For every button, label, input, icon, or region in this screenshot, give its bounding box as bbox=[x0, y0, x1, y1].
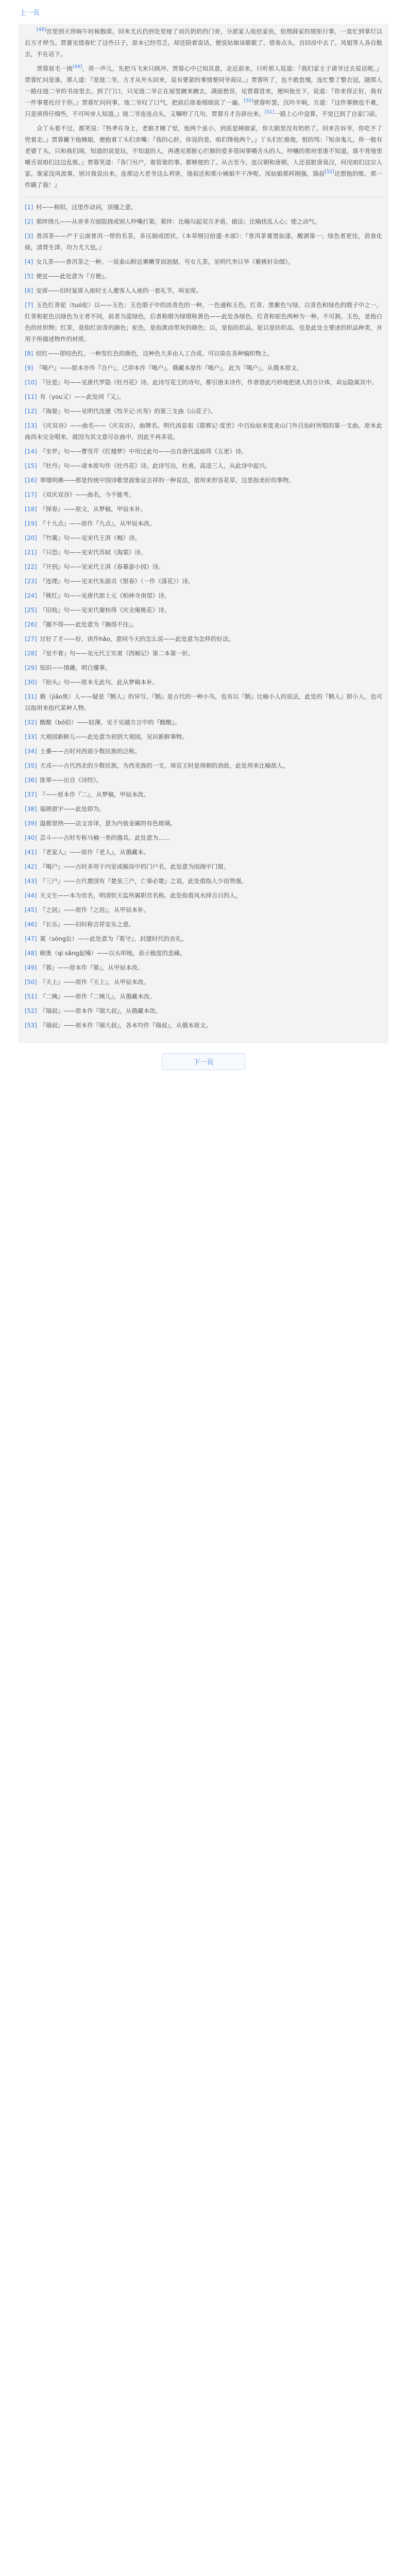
footnote-item bbox=[25, 662, 382, 673]
footnote-text: 『十九点』——原作『九点』，从甲辰本改。 bbox=[40, 520, 156, 527]
footnote-text: 『三户』——古代楚国有『楚虽三户，亡秦必楚』之说，此处借指人少而势强。 bbox=[40, 877, 247, 885]
footnote-item bbox=[25, 474, 382, 486]
footnote-number-link[interactable]: [35] bbox=[25, 762, 37, 769]
footnote-item bbox=[25, 619, 382, 630]
footnote-number-link[interactable]: [46] bbox=[25, 921, 37, 928]
footnote-item bbox=[25, 547, 382, 558]
footnote-number-link[interactable]: [42] bbox=[25, 863, 37, 870]
footnote-item bbox=[25, 420, 382, 443]
footnote-number-link[interactable]: [32] bbox=[25, 719, 37, 726]
footnote-item bbox=[25, 904, 382, 916]
footnote-number-link[interactable]: [34] bbox=[25, 748, 37, 755]
footnote-item bbox=[25, 532, 382, 544]
footnote-text: 鹤（jiāo焦）人——疑是『鹪人』的异写。『鹪』是古代的一种小鸟，也有以『鹪』比喻小人的说法，此处的『鹪人』即小人，也可以指用来指代某种人物。 bbox=[25, 693, 382, 711]
footnote-item bbox=[25, 731, 382, 742]
footnote-number-link[interactable]: [2] bbox=[25, 218, 33, 225]
footnote-number-link[interactable]: [31] bbox=[25, 693, 37, 700]
footnote-item bbox=[25, 391, 382, 402]
footnote-number-link[interactable]: [50] bbox=[25, 978, 37, 986]
footnote-text: 『海晏』句——见明代沈德《牧羊记·庆寿》的第三支曲《山花子》。 bbox=[40, 408, 217, 415]
footnote-text: 『抬头』句——原本无此句，此从梦稿本补。 bbox=[40, 679, 159, 686]
footnote-text: 讨好了才——好，读作hǎo，意同今天的怎么说——此处意为怎样的好法。 bbox=[40, 635, 235, 642]
footnote-item bbox=[25, 201, 382, 213]
footnote-text: 芸斗——古时专称马桶一类的器具。此处意为…… bbox=[40, 834, 171, 841]
body-paragraph bbox=[25, 123, 382, 191]
footnote-item bbox=[25, 1005, 382, 1016]
footnote-ref-link[interactable]: [50] bbox=[244, 98, 253, 104]
footnote-item bbox=[25, 575, 382, 587]
footnote-number-link[interactable]: [20] bbox=[25, 534, 37, 541]
footnote-number-link[interactable]: [39] bbox=[25, 820, 37, 827]
footnote-item bbox=[25, 270, 382, 282]
footnote-ref-link[interactable]: [48] bbox=[37, 27, 46, 33]
footnote-number-link[interactable]: [10] bbox=[25, 379, 37, 386]
footnote-number-link[interactable]: [45] bbox=[25, 906, 37, 913]
paragraph-text: 还想他的账。那一件瞒了我！』 bbox=[25, 170, 383, 189]
footnote-text: 『天上』——原作『天上』，从甲辰本改。 bbox=[40, 978, 150, 986]
footnote-ref-link[interactable]: [51] bbox=[264, 110, 275, 115]
footnote-text: 《双庆双谷》——曲名，今不能考。 bbox=[40, 491, 135, 498]
footnote-item bbox=[25, 947, 382, 959]
footnote-text: 『牡丹』句——诸本原句作《牡丹花》诗。此诗写出，杜甫，高适三人，从此诗中起兴。 bbox=[40, 462, 271, 469]
footnote-text: 安席——旧时宴席入座时主人邀客人入座的一套礼节，叫安席。 bbox=[36, 287, 202, 294]
bottom-navigation bbox=[0, 1043, 407, 1079]
footnote-text: 『二姨』——原作『二姨儿』，从俄藏本改。 bbox=[40, 993, 156, 1000]
footnote-text: 大观园新鲜儿——此处意为初到大观园，见识新鲜事物。 bbox=[40, 733, 188, 740]
footnote-text: 普洱茶——产于云南普洱一带的名茶，多压制成团状。《本草纲目拾遗·木部》：『普洱茶膏黑如漆，醒酒第一；绿色者更佳，消食化痰，清胃生津，功力尤大也。』 bbox=[25, 232, 382, 251]
top-navigation bbox=[0, 0, 407, 24]
footnote-item bbox=[25, 561, 382, 572]
footnote-item bbox=[25, 919, 382, 930]
footnote-text: 『只恐』句——见宋代苏轼《海棠》诗。 bbox=[40, 549, 147, 556]
footnote-number-link[interactable]: [26] bbox=[25, 621, 37, 628]
footnote-text: 『蓉』——原本作『蓉』，从甲辰本改。 bbox=[40, 964, 144, 971]
footnote-item bbox=[25, 256, 382, 267]
footnote-number-link[interactable]: [43] bbox=[25, 877, 37, 885]
footnote-item bbox=[25, 875, 382, 887]
next-page-button[interactable]: 下一页 bbox=[162, 1053, 245, 1070]
footnote-number-link[interactable]: [51] bbox=[25, 993, 37, 1000]
footnote-item bbox=[25, 890, 382, 901]
footnote-item bbox=[25, 691, 382, 714]
footnote-number-link[interactable]: [25] bbox=[25, 606, 37, 614]
footnote-item bbox=[25, 774, 382, 786]
footnote-number-link[interactable]: [27] bbox=[25, 635, 37, 642]
footnote-text: 村——相似，这里作动词，顶撞之意。 bbox=[36, 204, 137, 211]
footnote-number-link[interactable]: [24] bbox=[25, 592, 37, 599]
footnote-number-link[interactable]: [29] bbox=[25, 664, 37, 671]
footnote-text: 『瑞叔』——原本作『瑞大叔』，从俄藏本改。 bbox=[40, 1007, 162, 1014]
footnote-number-link[interactable]: [33] bbox=[25, 733, 37, 740]
footnote-text: 有（you又）——此处同『又』。 bbox=[40, 393, 125, 400]
footnote-item bbox=[25, 846, 382, 858]
footnote-item bbox=[25, 362, 382, 374]
footnote-item bbox=[25, 676, 382, 688]
footnote-text: 结红——即结色红。一种发红色的颜色，这种色大多由人工合成，可以染在各种编织物上。 bbox=[36, 350, 273, 357]
footnote-number-link[interactable]: [48] bbox=[25, 950, 37, 957]
paragraph-text: 贾蓉眉毛一挑 bbox=[37, 65, 73, 72]
footnote-text: 温都里纳——法文音译，意为内装金属的有色玻璃。 bbox=[40, 820, 176, 827]
footnote-text: 匪翠——出自《诗经》。 bbox=[40, 776, 103, 784]
footnote-text: 『觉不着』句——见元代王实甫《西厢记》第二本第一折。 bbox=[40, 650, 194, 657]
footnote-text: 『长乐』——旧时称吉祥安乐之意。 bbox=[40, 921, 135, 928]
footnote-number-link[interactable]: [49] bbox=[25, 964, 37, 971]
footnote-text: 便宜——此处意为『方便』。 bbox=[36, 273, 110, 280]
footnote-number-link[interactable]: [44] bbox=[25, 892, 37, 899]
paragraph-text: 宫里到天将晌午时候散席。回来尤氏仍到处里接了刘氏奶奶的门旁，分派家人收拾家伙，依照薛家的规矩行事，一直忙到掌灯以后方才停当。贾蔷见惜春忙了这些日子，原本已经劳乏，却还陪着说话，便说姑娘该歇歇了。惜春点头，自回房中去了。凤姐等人各自散去，不在话下。 bbox=[25, 28, 382, 58]
footnote-text: 萦绊绕儿——从旁多方面阻挠或别人吵嘴打架。萦绊：比喻勾起双方矛盾，做法；比喻扰乱人心；使之动气。 bbox=[36, 218, 320, 225]
footnote-item bbox=[25, 933, 382, 944]
footnote-text: 顿奥（qì sǎng起嗓）——以头叩地，表示极度的悲痛。 bbox=[40, 950, 186, 957]
footnote-item bbox=[25, 405, 382, 417]
footnote-item bbox=[25, 460, 382, 471]
footnote-item bbox=[25, 604, 382, 616]
footnote-number-link[interactable]: [47] bbox=[25, 935, 37, 942]
footnote-item bbox=[25, 789, 382, 800]
footnote-item bbox=[25, 648, 382, 659]
paragraph-text: 众丫头看不过，都笑说：『热孝在身上，老娘才睡了觉，他两个虽小，到底是姨娘家，你太眼里没有奶奶了。回来告诉爷，你吃不了兜着走。』贾蓉撇下他姨娘，便抱着丫头们亲嘴：『我的心肝，你说的是，咱们馋他两个。』丫头们忙推他，恨的骂：『短命鬼儿，你一般有老婆丫头，只和我们闹，知道的说是玩，不知道的人，再遇见那脏心烂肺的爱多管闲事嚼舌头的人，吵嚷的那府里谁不知道，谁不背地里嚼舌说咱们这边乱账。』贾蓉笑道：『各门另户，谁管谁的事。都够使的了。从古至今，连汉朝和唐朝，人还说脏唐臭汉，何况咱们这宗人家。谁家没风流事，别讨我说出来。连那边大老爷这么利害，琏叔还和那小姨娘不干净呢。凤姑娘那样刚强，瑞叔 bbox=[25, 125, 382, 177]
footnote-number-link[interactable]: [3] bbox=[25, 232, 33, 240]
paragraph-text: 一路上心中盘算，不觉已到了自家门前。 bbox=[274, 110, 381, 117]
footnote-text: 『喝户』——原本亦作『合户』，己卯本作『喝户』，俄藏本原作『喝户』，此为『喝户』，从俄本原文。 bbox=[36, 364, 303, 371]
footnote-text: 『连理』句——见宋代朱淑贞《恨春》（一作《落花》）诗。 bbox=[40, 578, 194, 585]
footnote-item bbox=[25, 489, 382, 500]
footnote-text: 翠缕明拂——那是传统中国诗歌里面象征吉祥的一种说法，借用来形容花草，这里指美好的事物。 bbox=[40, 477, 295, 484]
footnote-text: 『往是』句——见唐代罗隐《牡丹花》诗。此诗写花王的诗句，都引唐末诗作，作者借此巧妙地把诸人的合计体，命运隐寓其中。 bbox=[40, 379, 378, 386]
footnote-number-link[interactable]: [17] bbox=[25, 491, 37, 498]
footnote-text: 『圈不得——此处意为『搁得不住』。 bbox=[40, 621, 138, 628]
footnote-item bbox=[25, 832, 382, 843]
footnote-number-link[interactable]: [41] bbox=[25, 849, 37, 856]
footnote-text: 『开到』句——见宋代王淇《春暮游小园》诗。 bbox=[40, 563, 164, 570]
footnote-item bbox=[25, 216, 382, 227]
footnote-text: 天文生——本为官名，明清钦天监所属职官名称。此处指看风水择吉日的人。 bbox=[40, 892, 242, 899]
footnote-item bbox=[25, 633, 382, 645]
footnote-text: 土番——古时对西部少数民族的泛称。 bbox=[40, 748, 141, 755]
footnote-number-link[interactable]: [21] bbox=[25, 549, 37, 556]
footnote-text: 寞（sòng讼）——此处意为『看守』，封建时代的丧礼。 bbox=[40, 935, 188, 942]
footnote-item bbox=[25, 717, 382, 728]
footnote-number-link[interactable]: [5] bbox=[25, 273, 33, 280]
footnote-number-link[interactable]: [53] bbox=[25, 1022, 37, 1029]
footnote-number-link[interactable]: [6] bbox=[25, 287, 33, 294]
footnote-item bbox=[25, 299, 382, 345]
footnote-number-link[interactable]: [38] bbox=[25, 805, 37, 812]
footnote-number-link[interactable]: [16] bbox=[25, 477, 37, 484]
footnote-item bbox=[25, 503, 382, 515]
footnote-number-link[interactable]: [8] bbox=[25, 350, 33, 357]
footnote-number-link[interactable]: [12] bbox=[25, 408, 37, 415]
footnote-text: 酸酸（bó伯）——轻薄，见于吴越方言中的『酸酸』。 bbox=[40, 719, 181, 726]
footnote-number-link[interactable]: [11] bbox=[25, 393, 37, 400]
footnote-item bbox=[25, 760, 382, 771]
footnote-number-link[interactable]: [28] bbox=[25, 650, 37, 657]
footnote-text: 『旧枝』句——见宋代谢枋得《庆全庵桃花》诗。 bbox=[40, 606, 171, 614]
footnote-text: 『瑞叔』——原本作『瑞大叔』，各本均作『瑞叔』，从俄本原文。 bbox=[40, 1022, 212, 1029]
footnote-item bbox=[25, 962, 382, 973]
paragraph-text: 贾蓉听罢，沉吟半晌，方道：『这件事倒也不难，只是须得仔细些，不可叫旁人知道。』琏二爷连连点头，又嘱咐了几句，贾蓉方才告辞出来。 bbox=[25, 99, 383, 117]
footnote-number-link[interactable]: [22] bbox=[25, 563, 37, 570]
footnote-number-link[interactable]: [14] bbox=[25, 448, 37, 455]
footnote-number-link[interactable]: [4] bbox=[25, 258, 33, 265]
footnote-text: 『喝户』——古时多用于内室或厢房中的门户名，此处意为闺阁中门窗。 bbox=[40, 863, 230, 870]
footnote-text: 知识——情趣，明白懂事。 bbox=[40, 664, 111, 671]
footnote-text: 犬戎——古代西北的少数民族，为西羌族的一支。周宣王时是周朝的劲敌，此处用来比喻敌人。 bbox=[40, 762, 289, 769]
footnote-item bbox=[25, 991, 382, 1002]
footnote-item bbox=[25, 1020, 382, 1031]
footnote-text: 『坐罗』句——曹雪芹《红楼梦》中用过此句——出自唐代温庭筠《五更》诗。 bbox=[40, 448, 247, 455]
footnote-text: 『——原本作『二』，从梦稿，甲辰本改。 bbox=[40, 791, 150, 798]
footnote-number-link[interactable]: [18] bbox=[25, 505, 37, 513]
footnote-ref-link[interactable]: [49] bbox=[72, 64, 82, 70]
prev-page-link[interactable]: 上一页 bbox=[20, 9, 40, 17]
footnote-item bbox=[25, 861, 382, 872]
footnote-text: 『之居』——原作『之居』，从甲辰本补。 bbox=[40, 906, 150, 913]
footnote-item bbox=[25, 803, 382, 815]
body-paragraph bbox=[25, 26, 382, 60]
footnote-number-link[interactable]: [40] bbox=[25, 834, 37, 841]
body-paragraphs bbox=[25, 26, 382, 191]
footnote-number-link[interactable]: [1] bbox=[25, 204, 33, 211]
footnote-number-link[interactable]: [23] bbox=[25, 578, 37, 585]
footnote-item bbox=[25, 518, 382, 529]
footnote-number-link[interactable]: [52] bbox=[25, 1007, 37, 1014]
footnote-item bbox=[25, 377, 382, 388]
footnote-number-link[interactable]: [19] bbox=[25, 520, 37, 527]
footnote-text: 『桃红』句——见唐代郎士元《柏林寺南望》诗。 bbox=[40, 592, 171, 599]
footnote-item bbox=[25, 745, 382, 757]
footnotes-list bbox=[25, 201, 382, 1031]
footnote-number-link[interactable]: [37] bbox=[25, 791, 37, 798]
footnote-text: 玉色红青驼（tuó驼）以——玉色：玉色缎子中的淡青色的一种，一色通称玉色。红青、黑紫色与绿，以青色和绿色的缎子中之一，红青和驼色以绿色为主者不同，前者为蓝绿色，后者称缎为绿缎称黄色——此处各绿色、红青和驼色两种为一种，不可割。玉色，是指白色的丝织物；红青，是指红而青的颜色；驼色，是指黄而带灰的颜色；以，是指纺织品。驼以是纺织品，也是此处主要述的织品种类，并用于所描述物件的材质。 bbox=[25, 301, 383, 343]
footnote-item bbox=[25, 818, 382, 829]
footnote-number-link[interactable]: [9] bbox=[25, 364, 33, 371]
body-paragraph bbox=[25, 63, 382, 120]
footnote-item bbox=[25, 348, 382, 359]
paragraph-text: ，将一声儿，先把马飞来只顾冲。贾蓉心中已知其意，走近前来，只听那人说道：『我们家主子请爷过去说话呢。』贾蓉忙问是谁，那人道：『是琏二爷，方才从外头回来，说有要紧的事情要同爷商议。』贾蓉听了，也不敢怠慢，连忙整了整衣冠，随那人一路往琏二爷的书房里去。到了门口，只见琏二爷正在屋里踱来踱去，满面愁容，见贾蓉进来，便叫他坐下，说道：『你来得正好，我有一件事要托付于你。』贾蓉忙问何事，琏二爷叹了口气，把前后原委细细说了一遍。 bbox=[25, 65, 383, 106]
footnote-item bbox=[25, 230, 382, 253]
footnote-number-link[interactable]: [15] bbox=[25, 462, 37, 469]
footnote-text: 『探春』——原文，从梦稿，甲辰本补。 bbox=[40, 505, 147, 513]
footnote-text: 女儿茶——普洱茶之一种。一说泰山附近寨嫩芽而泡制，号女儿茶。见明代李日华《紫桃轩杂缀》。 bbox=[36, 258, 294, 265]
footnote-text: 『竹篱』句——见宋代王淇《梅》诗。 bbox=[40, 534, 141, 541]
footnote-number-link[interactable]: [36] bbox=[25, 776, 37, 784]
footnote-item bbox=[25, 590, 382, 601]
footnote-item bbox=[25, 285, 382, 296]
chapter-content bbox=[19, 24, 388, 1043]
footnote-number-link[interactable]: [13] bbox=[25, 422, 37, 429]
footnote-text: 『老家人』——原作『老人』，从俄藏本。 bbox=[40, 849, 150, 856]
footnote-number-link[interactable]: [30] bbox=[25, 679, 37, 686]
footnote-text: 福朗恩宇——此处即为。 bbox=[40, 805, 105, 812]
footnote-ref-link[interactable]: [52] bbox=[325, 170, 334, 175]
footnote-text: 《庆双谷》——曲名——《庆双谷》，曲牌名。明代汤显祖《邯郸记·度世》中吕仙姑来度美山门外吕仙时所唱的第一支曲。原本此曲尚未完全唱来，就因为其文意尽在曲中，因此不再多说。 bbox=[25, 422, 382, 440]
footnote-number-link[interactable]: [7] bbox=[25, 301, 33, 309]
footnote-item bbox=[25, 446, 382, 457]
footnote-item bbox=[25, 976, 382, 988]
